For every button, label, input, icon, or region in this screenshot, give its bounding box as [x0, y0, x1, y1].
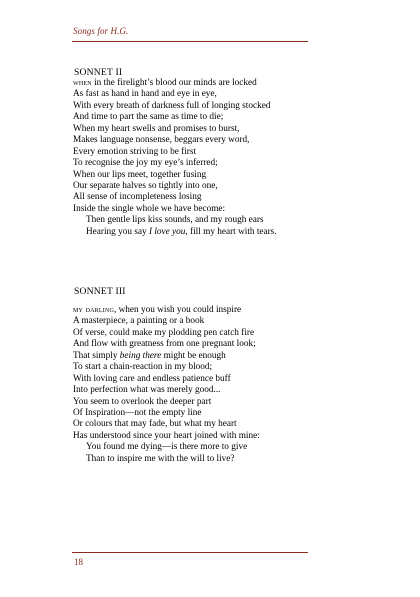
- poem-line: And flow with greatness from one pregnant look;: [73, 339, 256, 350]
- line-text: in the firelight’s blood our minds are locked: [91, 78, 257, 88]
- poem-line: When our lips meet, together fusing: [73, 169, 207, 180]
- poem-line: Or colours that may fade, but what my heart: [73, 419, 237, 430]
- header-rule: [72, 41, 308, 42]
- poem-line: With every breath of darkness full of longing stocked: [73, 100, 271, 111]
- poem-line: And time to part the same as time to die;: [73, 112, 224, 123]
- poem-line: When my heart swells and promises to burst,: [73, 123, 240, 134]
- poem-line: As fast as hand in hand and eye in eye,: [73, 89, 217, 100]
- poem-line: Our separate halves so tightly into one,: [73, 180, 218, 191]
- sonnet-title: SONNET III: [74, 286, 126, 297]
- running-header: Songs for H.G.: [73, 26, 129, 36]
- poem-line: Of verse, could make my plodding pen catch fire: [73, 327, 255, 338]
- opening-word: my darling: [73, 305, 114, 315]
- poem-line: Has understood since your heart joined with mine:: [73, 430, 260, 441]
- emphasis-text: being there: [119, 350, 162, 361]
- line-text: might be enough: [161, 350, 226, 361]
- poem-line: [73, 305, 333, 316]
- line-text: That simply: [73, 350, 120, 361]
- poem-line: Of Inspiration—not the empty line: [73, 407, 202, 418]
- poem-line: To start a chain-reaction in my blood;: [73, 362, 213, 373]
- poem-line: Makes language nonsense, beggars every word,: [73, 135, 250, 146]
- poem-line: Inside the single whole we have become:: [73, 203, 226, 214]
- emphasis-text: I love you: [148, 226, 186, 237]
- poem-line: Into perfection what was merely good...: [73, 385, 221, 396]
- poem-line: Then gentle lips kiss sounds, and my rough ears: [86, 215, 264, 226]
- poem-line: You seem to overlook the deeper part: [73, 396, 212, 407]
- opening-word: when: [73, 78, 92, 88]
- poem-line: To recognise the joy my eye’s inferred;: [73, 158, 218, 169]
- page-number: 18: [74, 557, 83, 567]
- poem-line: [73, 78, 333, 89]
- poem-line: A masterpiece, a painting or a book: [73, 316, 205, 327]
- poem-line: [73, 227, 333, 238]
- sonnet-body: [73, 78, 333, 238]
- poem-line: With loving care and endless patience buff: [73, 373, 231, 384]
- poem-line: Than to inspire me with the will to live?: [86, 453, 235, 464]
- sonnet-title: SONNET II: [74, 67, 123, 78]
- line-text: , fill my heart with tears.: [185, 226, 277, 237]
- poem-line: [73, 351, 333, 362]
- line-text: , when you wish you could inspire: [113, 305, 242, 315]
- poem-line: All sense of incompleteness losing: [73, 192, 202, 203]
- footer-rule: [72, 552, 308, 553]
- poem-line: Every emotion striving to be first: [73, 146, 197, 157]
- line-text: Hearing you say: [86, 226, 149, 237]
- sonnet-body: [73, 305, 333, 465]
- poem-line: You found me dying—is there more to give: [86, 442, 248, 453]
